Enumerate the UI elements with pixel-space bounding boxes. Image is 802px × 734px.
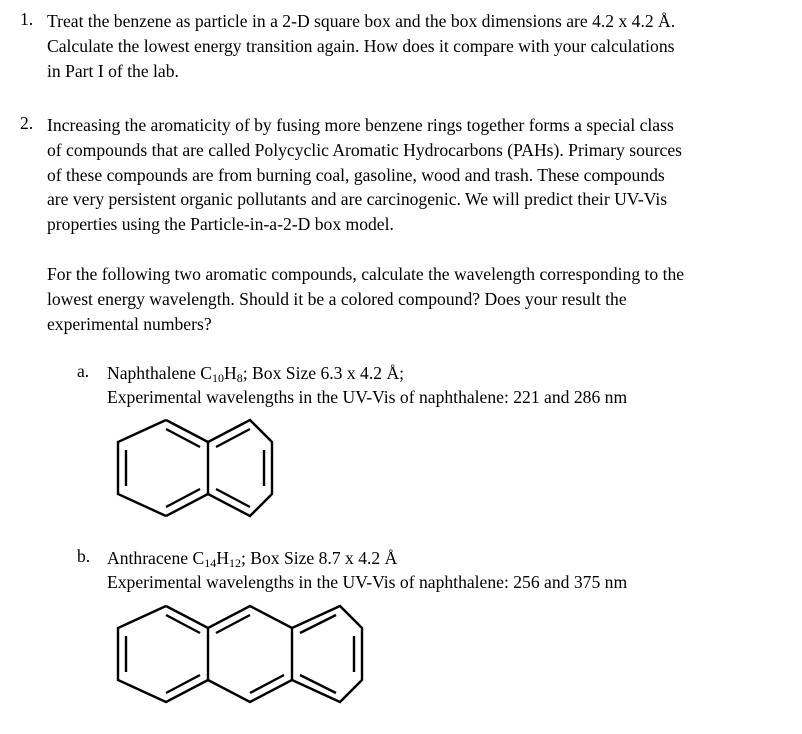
question-2-line: of compounds that are called Polycyclic Aromatic Hydrocarbons (PAHs). Primary sources — [47, 139, 683, 160]
followup-line: experimental numbers? — [47, 313, 212, 334]
part-a-experimental: Experimental wavelengths in the UV-Vis of naphthalene: 221 and 286 nm — [107, 387, 628, 408]
part-b-label: b. — [77, 546, 91, 566]
part-a-label: a. — [77, 361, 90, 381]
part-b-formula-line: Anthracene $C_{14}H_{12}$; Box Size 8.7 x 4.2 Å — [107, 548, 398, 570]
question-2-followup-text — [47, 262, 769, 336]
question-1-text — [47, 9, 769, 83]
question-2-line: of these compounds are from burning coal, gasoline, wood and trash. These compounds — [47, 164, 665, 185]
question-1-line: Treat the benzene as particle in a 2-D square box and the box dimensions are 4.2 x 4.2 Å. — [47, 11, 676, 31]
question-2-line: properties using the Particle-in-a-2-D box model. — [47, 214, 394, 235]
part-a-text — [107, 361, 747, 410]
naphthalene-structure — [100, 412, 280, 526]
question-2-number: 2. — [20, 113, 34, 133]
question-2-line: are very persistent organic pollutants and are carcinogenic. We will predict their UV-Vis — [47, 189, 668, 210]
followup-line: For the following two aromatic compounds, calculate the wavelength corresponding to the — [47, 264, 685, 284]
followup-line: lowest energy wavelength. Should it be a colored compound? Does your result the — [47, 288, 627, 309]
question-1-line: Calculate the lowest energy transition again. How does it compare with your calculations — [47, 35, 675, 56]
part-b-experimental: Experimental wavelengths in the UV-Vis of naphthalene: 256 and 375 nm — [107, 572, 628, 593]
part-b-text — [107, 546, 747, 595]
question-1-line: in Part I of the lab. — [47, 60, 179, 81]
part-a-formula-line: Naphthalene $C_{10}H_8$; Box Size 6.3 x 4.2 Å; — [107, 363, 405, 385]
anthracene-structure — [100, 598, 370, 712]
question-1-number: 1. — [20, 9, 34, 29]
question-2-text — [47, 113, 769, 237]
question-2-line: Increasing the aromaticity of by fusing more benzene rings together forms a special class — [47, 115, 674, 135]
